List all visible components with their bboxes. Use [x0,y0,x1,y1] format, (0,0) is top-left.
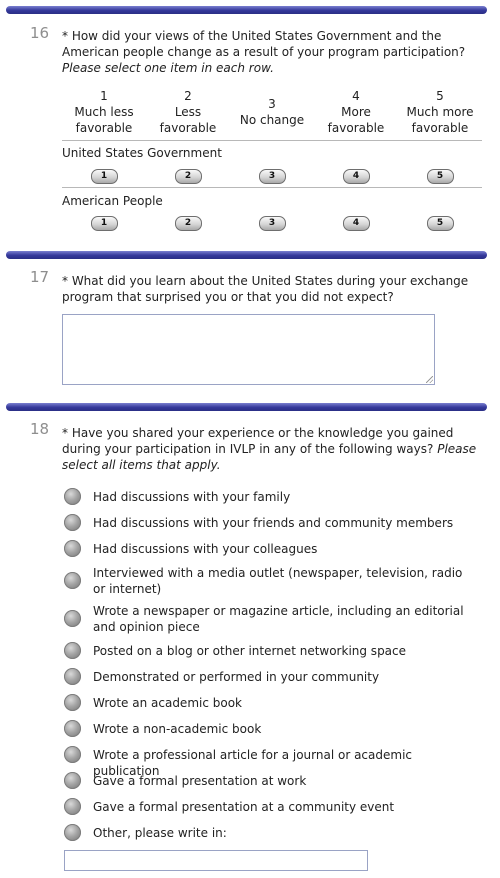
answer-textarea[interactable] [62,314,435,385]
option-label: Posted on a blog or other internet networking space [93,644,407,658]
option-label: Wrote a newspaper or magazine article, including an editorial and opinion piece [93,604,464,634]
option-radio[interactable] [64,746,81,763]
option-label: Other, please write in: [93,826,227,840]
matrix-row-label: American People [62,194,163,208]
column-label: No change [239,113,305,127]
option-label: Demonstrated or performed in your community [93,670,380,684]
question-text [62,28,484,76]
column-label: Less [174,105,202,119]
rating-button-5[interactable]: 5 [427,216,454,231]
rating-button-4[interactable]: 4 [343,216,370,231]
column-number: 5 [436,89,444,103]
rating-button-3[interactable]: 3 [259,169,286,184]
option-radio[interactable] [64,694,81,711]
option-label: Gave a formal presentation at a community event [93,800,395,814]
row-divider [62,187,482,188]
option-radio[interactable] [64,642,81,659]
other-write-in-field[interactable] [64,850,368,871]
option-radio[interactable] [64,540,81,557]
matrix-column-4 [314,88,398,136]
option-label: Had discussions with your colleagues [93,542,318,556]
column-label: Much more [406,105,474,119]
option-radio[interactable] [64,514,81,531]
column-label: favorable [159,121,217,135]
rating-button-2[interactable]: 2 [175,169,202,184]
column-label: favorable [411,121,469,135]
matrix-column-2 [146,88,230,136]
question-text [62,425,484,473]
matrix-column-3 [230,96,314,128]
section-divider [6,403,487,411]
rating-button-5[interactable]: 5 [427,169,454,184]
question-instruction: Please select all items that apply. [62,442,477,472]
rating-button-4[interactable]: 4 [343,169,370,184]
question-number: 16 [30,24,50,42]
option-label: Had discussions with your family [93,490,291,504]
matrix-column-1 [62,88,146,136]
option-radio[interactable] [64,488,81,505]
question-prompt: * Have you shared your experience or the knowledge you gained during your participation in IVLP in any of the following ways? [62,426,454,456]
option-radio[interactable] [64,720,81,737]
rating-button-3[interactable]: 3 [259,216,286,231]
option-label: Wrote a professional article for a journal or academic publication [93,748,412,778]
question-number: 18 [30,420,50,438]
option-radio[interactable] [64,772,81,789]
rating-button-1[interactable]: 1 [91,216,118,231]
matrix-row-label: United States Government [62,146,222,160]
option-radio[interactable] [64,610,81,627]
option-radio[interactable] [64,798,81,815]
question-instruction: Please select one item in each row. [62,61,274,75]
column-number: 4 [352,89,360,103]
resize-grip-icon[interactable] [426,376,433,383]
column-number: 1 [100,89,108,103]
column-label: favorable [75,121,133,135]
option-label: Interviewed with a media outlet (newspaper, television, radio or internet) [93,566,463,596]
column-label: favorable [327,121,385,135]
matrix-header [62,88,482,141]
option-radio[interactable] [64,824,81,841]
section-divider [6,251,487,259]
option-label: Wrote a non-academic book [93,722,262,736]
question-number: 17 [30,268,50,286]
option-label: Had discussions with your friends and community members [93,516,454,530]
rating-button-1[interactable]: 1 [91,169,118,184]
question-prompt: * What did you learn about the United States during your exchange program that surprised you or that you did not expect? [62,274,469,304]
matrix-column-5 [398,88,482,136]
column-number: 2 [184,89,192,103]
column-label: More [341,105,371,119]
column-label: Much less [74,105,134,119]
column-number: 3 [268,97,276,111]
option-radio[interactable] [64,668,81,685]
section-divider [6,6,487,14]
rating-button-2[interactable]: 2 [175,216,202,231]
question-prompt: * How did your views of the United States Government and the American people change as a result of your program participation? [62,29,466,59]
option-label: Wrote an academic book [93,696,243,710]
option-radio[interactable] [64,572,81,589]
option-label: Gave a formal presentation at work [93,774,307,788]
